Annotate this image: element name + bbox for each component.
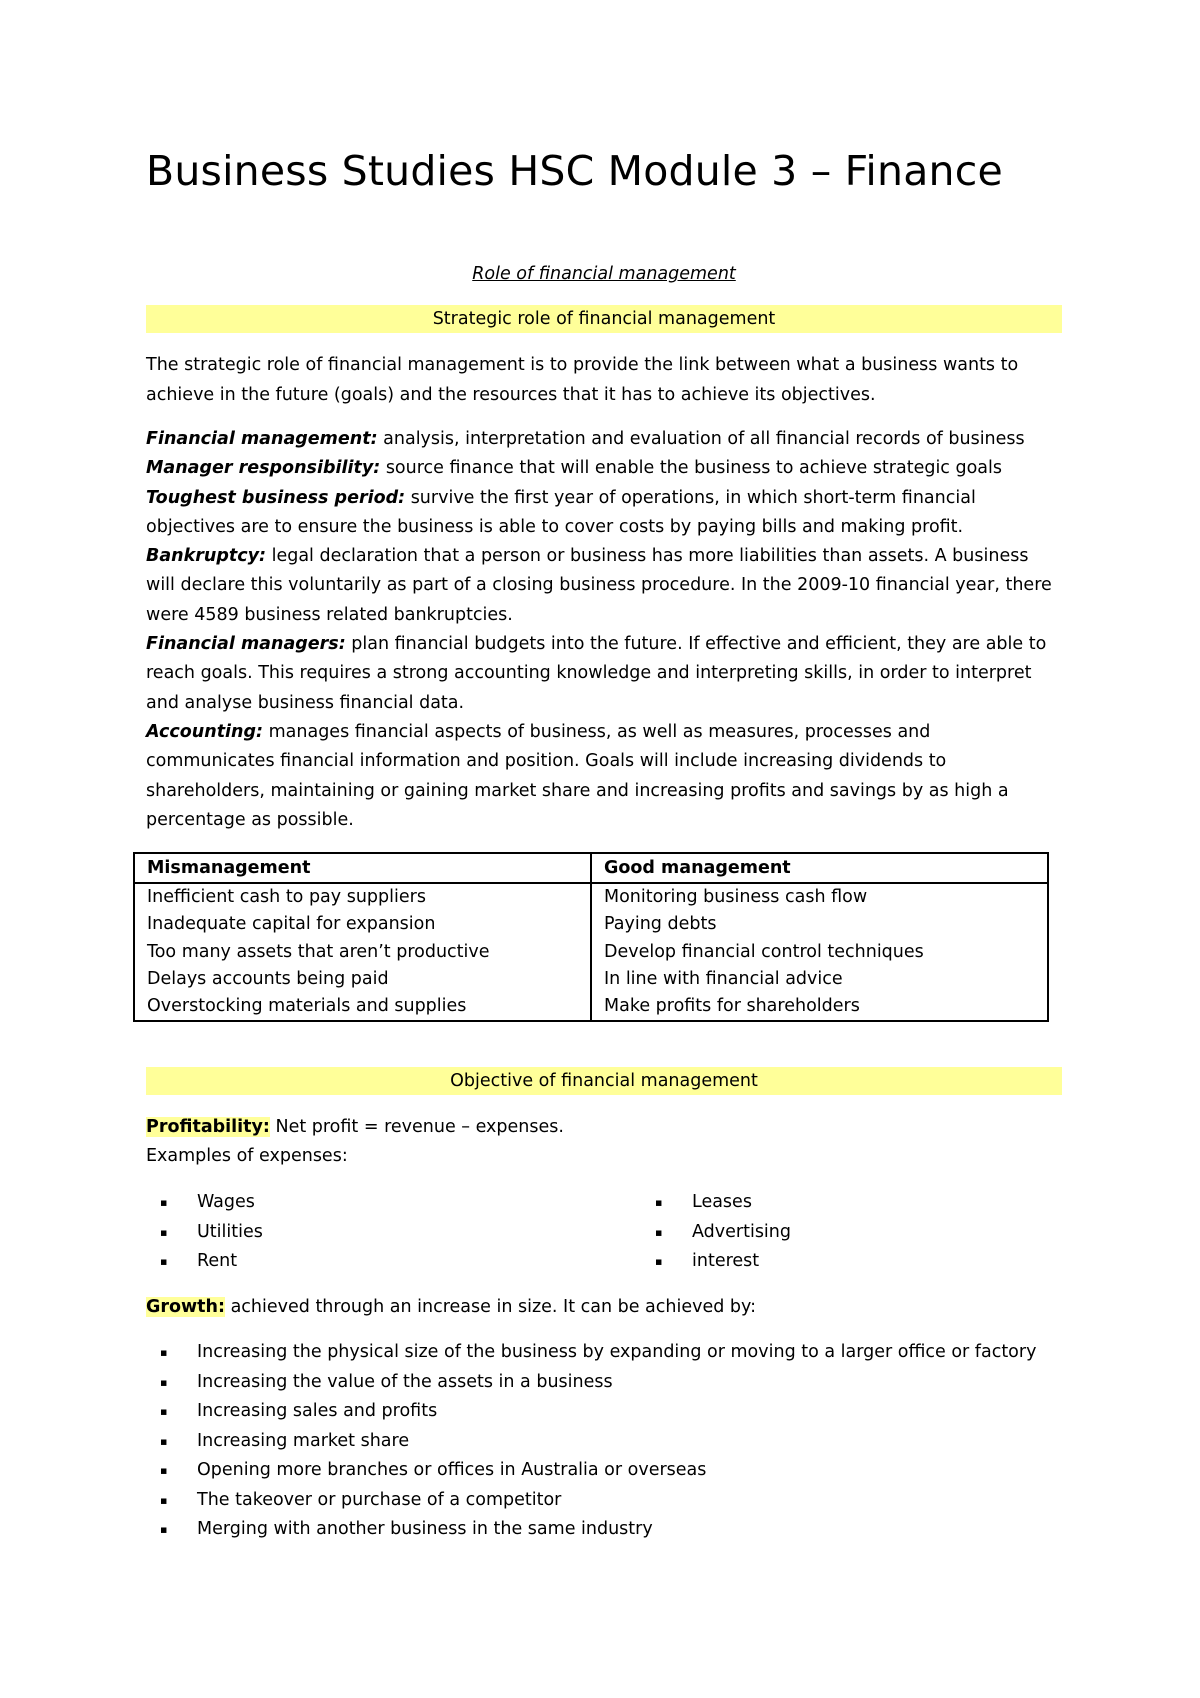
definition-term: Financial management: (146, 429, 378, 449)
bullet-icon: ▪ (160, 1255, 168, 1268)
document-title: Business Studies HSC Module 3 – Finance (146, 147, 1003, 195)
table-row (134, 939, 1048, 966)
table-cell: Inadequate capital for expansion (134, 911, 591, 938)
table-cell: Too many assets that aren’t productive (134, 939, 591, 966)
definition-text: survive the first year of operations, in which short-term financial objectives are to ensure the business is able to cover costs by paying bills and making profit. (146, 487, 976, 537)
bullet-icon: ▪ (160, 1434, 168, 1448)
table-cell: Monitoring business cash flow (591, 883, 1048, 911)
section-subtitle: Role of financial management (472, 264, 736, 284)
list-item: ▪ Utilities (146, 1218, 626, 1248)
list-item: ▪ Increasing the value of the assets in a business (146, 1368, 1062, 1398)
definition-text: analysis, interpretation and evaluation of all financial records of business (377, 429, 1025, 449)
definition-text: legal declaration that a person or business has more liabilities than assets. A business will declare this voluntarily as part of a closing business procedure. In the 2009-10 financial year, there were 4589 business related bankruptcies. (146, 546, 1052, 625)
bullet-icon: ▪ (160, 1375, 168, 1389)
table-row (134, 883, 1048, 911)
definition-term: Manager responsibility: (146, 458, 381, 479)
list-item: ▪ Increasing sales and profits (146, 1397, 1062, 1427)
table-cell: Paying debts (591, 911, 1048, 938)
bullet-icon: ▪ (655, 1225, 663, 1239)
table-cell: Overstocking materials and supplies (134, 993, 591, 1021)
growth-text: achieved through an increase in size. It can be achieved by: (225, 1297, 757, 1317)
definition-term: Accounting: (146, 721, 264, 742)
column-header: Mismanagement (134, 853, 591, 883)
intro-paragraph: The strategic role of financial management is to provide the link between what a business wants to achieve in the future (goals) and the resources that it has to achieve its objectives. (146, 355, 1019, 405)
growth-label: Growth: (146, 1297, 226, 1317)
profitability-text: Net profit = revenue – expenses. (269, 1117, 564, 1137)
bullet-icon: ▪ (160, 1225, 168, 1239)
bullet-icon: ▪ (655, 1196, 663, 1209)
bullet-icon: ▪ (160, 1405, 168, 1418)
bullet-icon: ▪ (160, 1464, 168, 1477)
bullet-icon: ▪ (655, 1255, 663, 1268)
list-item: ▪ Rent (146, 1247, 626, 1277)
expenses-list-right (641, 1188, 1061, 1277)
definition-term: Toughest business period: (146, 487, 406, 508)
table-cell: Make profits for shareholders (591, 993, 1048, 1021)
definitions-block (146, 425, 1062, 835)
expenses-list-left (146, 1188, 626, 1277)
bullet-icon: ▪ (160, 1493, 168, 1507)
growth-list (146, 1338, 1062, 1545)
profitability-label: Profitability: (146, 1117, 270, 1137)
list-item: ▪ Advertising (641, 1218, 1061, 1248)
definition-term: Financial managers: (146, 634, 346, 655)
list-item: ▪ Leases (641, 1188, 1061, 1218)
list-item: ▪ Wages (146, 1188, 626, 1218)
expenses-intro: Examples of expenses: (146, 1146, 348, 1166)
definition-term: Bankruptcy: (146, 546, 267, 567)
definition-text: source finance that will enable the business to achieve strategic goals (380, 458, 1003, 479)
bullet-icon: ▪ (160, 1523, 168, 1536)
list-item: ▪ Increasing the physical size of the business by expanding or moving to a larger office or factory (146, 1338, 1062, 1368)
table-cell: Delays accounts being paid (134, 966, 591, 993)
table-row (134, 966, 1048, 993)
growth-line (146, 1293, 1062, 1322)
column-header: Good management (591, 853, 1048, 883)
table-row (134, 993, 1048, 1021)
definition-text: manages financial aspects of business, as well as measures, processes and communicates financial information and position. Goals will include increasing dividends to shareholders, maintaining or gaining market share and increasing profits and savings by as high a percentage as possible. (146, 721, 1009, 830)
table-header-row (134, 853, 1048, 883)
management-comparison-table (133, 852, 1049, 1022)
definition-text: plan financial budgets into the future. If effective and efficient, they are able to reach goals. This requires a strong accounting knowledge and interpreting skills, in order to interpret and analyse business financial data. (146, 634, 1047, 713)
list-item: ▪ interest (641, 1247, 1061, 1277)
bullet-icon: ▪ (160, 1346, 168, 1359)
table-cell: In line with financial advice (591, 966, 1048, 993)
objective-heading: Objective of financial management (146, 1067, 1062, 1095)
bullet-icon: ▪ (160, 1196, 168, 1209)
list-item: ▪ Opening more branches or offices in Australia or overseas (146, 1456, 1062, 1486)
table-cell: Inefficient cash to pay suppliers (134, 883, 591, 911)
profitability-line (146, 1113, 1062, 1142)
list-item: ▪ Merging with another business in the same industry (146, 1515, 1062, 1545)
list-item: ▪ The takeover or purchase of a competitor (146, 1486, 1062, 1516)
table-cell: Develop financial control techniques (591, 939, 1048, 966)
list-item: ▪ Increasing market share (146, 1427, 1062, 1457)
table-row (134, 911, 1048, 938)
strategic-role-heading: Strategic role of financial management (146, 305, 1062, 333)
